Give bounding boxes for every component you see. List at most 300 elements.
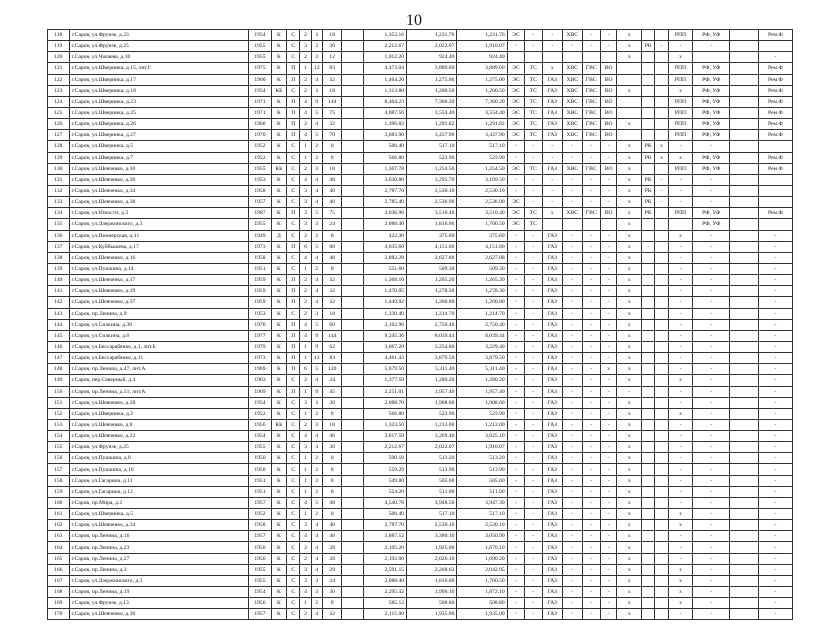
table-cell: - xyxy=(582,609,600,620)
table-cell: 2,042.95 xyxy=(457,564,507,575)
table-cell: - xyxy=(582,531,600,542)
table-cell xyxy=(542,52,563,63)
row-number-cell: 128 xyxy=(48,141,70,152)
table-cell: х xyxy=(542,63,563,74)
table-cell: 1969 xyxy=(249,364,272,375)
table-cell: 1,214.70 xyxy=(407,308,457,319)
row-number-cell: 130 xyxy=(48,163,70,174)
table-cell xyxy=(342,241,364,252)
table-cell: - xyxy=(601,330,617,341)
table-cell: 1,910.07 xyxy=(457,41,507,52)
table-cell: П xyxy=(287,319,300,330)
table-cell: 1957 xyxy=(249,531,272,542)
table-cell: ГВС xyxy=(582,85,600,96)
table-cell: 1955 xyxy=(249,575,272,586)
table-cell: - xyxy=(525,575,542,586)
table-cell: 549.80 xyxy=(364,475,407,486)
table-cell: 508.80 xyxy=(457,598,507,609)
table-cell: Рем.Ф xyxy=(758,130,792,141)
table-cell: 3 xyxy=(300,41,311,52)
table-cell xyxy=(655,85,668,96)
table-cell: ГАЗ xyxy=(542,252,563,263)
table-cell: 1,213.00 xyxy=(407,419,457,430)
table-cell xyxy=(730,275,759,286)
table-cell: П xyxy=(287,386,300,397)
table-cell: 8 xyxy=(322,509,341,520)
table-cell: 4 xyxy=(300,96,311,107)
table-cell: - xyxy=(525,486,542,497)
table-cell xyxy=(655,286,668,297)
table-cell: - xyxy=(525,587,542,598)
table-cell: РФ, УФ xyxy=(693,63,730,74)
table-cell xyxy=(730,397,759,408)
table-cell xyxy=(655,252,668,263)
table-cell: К xyxy=(271,598,286,609)
table-cell: 5 xyxy=(311,130,322,141)
table-cell: 75 xyxy=(322,208,341,219)
table-cell: К xyxy=(271,241,286,252)
table-cell xyxy=(642,464,655,475)
table-cell: С xyxy=(287,464,300,475)
table-cell: 511.00 xyxy=(457,486,507,497)
table-cell: 2 xyxy=(300,553,311,564)
table-cell: 83 xyxy=(322,353,341,364)
table-cell xyxy=(642,442,655,453)
row-number-cell: 161 xyxy=(48,509,70,520)
table-cell: - xyxy=(601,553,617,564)
table-cell xyxy=(730,520,759,531)
table-cell: - xyxy=(758,486,792,497)
table-cell xyxy=(730,386,759,397)
table-cell: - xyxy=(507,419,524,430)
address-cell: г.Саров, пр.Ленина, д.19 xyxy=(69,587,249,598)
table-cell: 4 xyxy=(311,553,322,564)
table-cell: ГАЗ xyxy=(542,353,563,364)
table-row xyxy=(48,263,793,274)
table-cell: К xyxy=(271,263,286,274)
table-cell: - xyxy=(563,542,582,553)
table-cell: - xyxy=(525,475,542,486)
table-cell: 1 xyxy=(300,475,311,486)
table-cell xyxy=(342,598,364,609)
table-cell: 3,667.20 xyxy=(364,341,407,352)
row-number-cell: 150 xyxy=(48,386,70,397)
table-cell: РПП xyxy=(668,30,693,41)
table-cell: 2,750.40 xyxy=(457,319,507,330)
table-cell: - xyxy=(582,230,600,241)
table-cell: ВО xyxy=(601,208,617,219)
table-cell: - xyxy=(582,30,600,41)
table-cell: - xyxy=(507,486,524,497)
table-cell xyxy=(668,219,693,230)
table-cell: Рем.Ф xyxy=(758,30,792,41)
table-cell: 1954 xyxy=(249,30,272,41)
table-cell: - xyxy=(582,587,600,598)
table-cell: 2,530.10 xyxy=(407,520,457,531)
table-cell: 3,380.10 xyxy=(407,531,457,542)
table-cell: 3 xyxy=(311,575,322,586)
table-cell: - xyxy=(507,141,524,152)
table-cell: 1,700.50 xyxy=(457,575,507,586)
table-cell xyxy=(730,30,759,41)
table-cell: К xyxy=(271,141,286,152)
table-cell: - xyxy=(525,141,542,152)
table-cell: - xyxy=(507,286,524,297)
table-cell xyxy=(730,341,759,352)
table-cell: - xyxy=(582,475,600,486)
table-cell: К xyxy=(271,74,286,85)
table-cell: - xyxy=(563,531,582,542)
address-cell: г.Саров, ул.Шевченко, д.22 xyxy=(69,431,249,442)
table-cell: РПП xyxy=(668,130,693,141)
table-cell: - xyxy=(668,397,693,408)
table-cell xyxy=(642,341,655,352)
table-cell: 8,039.44 xyxy=(457,330,507,341)
table-cell: ХВС xyxy=(563,74,582,85)
table-cell: х xyxy=(542,208,563,219)
table-cell: 2,591.15 xyxy=(364,564,407,575)
table-cell: 1,377.50 xyxy=(364,375,407,386)
table-cell: - xyxy=(693,598,730,609)
table-row xyxy=(48,85,793,96)
table-cell xyxy=(730,453,759,464)
table-cell xyxy=(655,107,668,118)
table-cell: х xyxy=(617,308,642,319)
table-cell xyxy=(655,364,668,375)
table-row xyxy=(48,74,793,85)
table-cell: - xyxy=(582,286,600,297)
table-cell: 590.18 xyxy=(364,453,407,464)
table-cell: С xyxy=(287,141,300,152)
table-cell xyxy=(758,197,792,208)
table-cell: х xyxy=(617,353,642,364)
table-cell: 4,635.60 xyxy=(364,241,407,252)
table-cell: - xyxy=(758,319,792,330)
table-cell: К xyxy=(271,107,286,118)
table-cell xyxy=(730,497,759,508)
table-cell: С xyxy=(287,442,300,453)
table-cell: х xyxy=(617,219,642,230)
table-cell xyxy=(342,185,364,196)
table-cell: ХВС xyxy=(563,85,582,96)
table-cell: 5 xyxy=(311,107,322,118)
table-cell xyxy=(342,431,364,442)
table-cell: КБ xyxy=(271,419,286,430)
table-cell: - xyxy=(582,308,600,319)
table-row xyxy=(48,330,793,341)
table-cell xyxy=(642,52,655,63)
table-cell: - xyxy=(525,286,542,297)
table-cell: 4 xyxy=(300,252,311,263)
table-cell: - xyxy=(758,330,792,341)
table-cell xyxy=(342,197,364,208)
table-cell: С xyxy=(287,52,300,63)
table-cell: 1963 xyxy=(249,375,272,386)
table-cell: - xyxy=(758,497,792,508)
table-cell: - xyxy=(758,419,792,430)
table-cell: ГВС xyxy=(582,107,600,118)
row-number-cell: 139 xyxy=(48,263,70,274)
table-cell: 46 xyxy=(322,531,341,542)
table-cell: - xyxy=(601,241,617,252)
table-cell: - xyxy=(563,464,582,475)
table-cell: К xyxy=(271,275,286,286)
address-cell: г.Саров, ул.Шевченко, д.34 xyxy=(69,185,249,196)
table-cell: - xyxy=(507,185,524,196)
table-cell xyxy=(730,531,759,542)
table-cell: ЭС xyxy=(507,74,524,85)
table-row xyxy=(48,431,793,442)
table-cell: 3,169.50 xyxy=(457,174,507,185)
table-cell: 2,785.40 xyxy=(364,197,407,208)
table-cell xyxy=(342,286,364,297)
address-cell: г.Саров, ул.Бессарабенко, д.11 xyxy=(69,353,249,364)
table-cell xyxy=(642,486,655,497)
table-cell: - xyxy=(693,575,730,586)
table-cell: - xyxy=(507,553,524,564)
table-cell xyxy=(655,486,668,497)
table-cell: х xyxy=(617,230,642,241)
table-cell: - xyxy=(617,386,642,397)
table-cell: П xyxy=(287,96,300,107)
table-cell: 1,012.20 xyxy=(364,52,407,63)
table-cell: К xyxy=(271,542,286,553)
table-cell: К xyxy=(271,475,286,486)
table-cell: К xyxy=(271,197,286,208)
table-cell: - xyxy=(758,542,792,553)
table-cell: 1,957.40 xyxy=(407,386,457,397)
table-cell: 83 xyxy=(322,63,341,74)
table-cell: - xyxy=(582,509,600,520)
table-cell: х xyxy=(617,208,642,219)
row-number-cell: 120 xyxy=(48,52,70,63)
table-cell: 2 xyxy=(300,419,311,430)
table-cell: - xyxy=(601,286,617,297)
table-cell: 1,265.20 xyxy=(407,275,457,286)
table-cell: х xyxy=(617,152,642,163)
table-cell: 5,679.50 xyxy=(364,364,407,375)
table-cell: К xyxy=(271,431,286,442)
table-row xyxy=(48,275,793,286)
table-cell: 12 xyxy=(311,63,322,74)
table-cell: С xyxy=(287,197,300,208)
table-cell: - xyxy=(542,141,563,152)
table-cell: 4,473.04 xyxy=(364,63,407,74)
table-cell xyxy=(617,107,642,118)
table-cell xyxy=(617,63,642,74)
table-cell: ЭС xyxy=(507,197,524,208)
table-cell: - xyxy=(582,453,600,464)
table-cell: - xyxy=(758,297,792,308)
table-cell: 40 xyxy=(322,520,341,531)
table-cell: - xyxy=(601,353,617,364)
table-cell: 1,278.30 xyxy=(407,286,457,297)
table-cell xyxy=(655,442,668,453)
table-row xyxy=(48,30,793,41)
table-cell: - xyxy=(582,486,600,497)
row-number-cell: 160 xyxy=(48,497,70,508)
table-row xyxy=(48,119,793,130)
table-cell: - xyxy=(693,509,730,520)
table-cell: 24 xyxy=(322,375,341,386)
table-cell: - xyxy=(693,520,730,531)
table-cell: - xyxy=(693,319,730,330)
table-cell: ЭС xyxy=(507,30,524,41)
table-cell: - xyxy=(563,419,582,430)
table-cell: - xyxy=(693,419,730,430)
table-cell: 24 xyxy=(322,575,341,586)
table-cell: 1 xyxy=(300,353,311,364)
table-cell xyxy=(642,85,655,96)
table-cell: - xyxy=(601,587,617,598)
table-cell: х xyxy=(668,408,693,419)
table-cell xyxy=(655,219,668,230)
table-cell: - xyxy=(693,486,730,497)
table-cell: К xyxy=(271,208,286,219)
table-cell xyxy=(342,130,364,141)
table-cell: - xyxy=(542,185,563,196)
table-cell: 2,882.28 xyxy=(364,252,407,263)
table-cell: ЭС xyxy=(507,208,524,219)
table-cell: 2 xyxy=(300,275,311,286)
table-cell: К xyxy=(271,252,286,263)
table-cell: 1956 xyxy=(249,553,272,564)
table-cell: - xyxy=(507,520,524,531)
table-cell: - xyxy=(507,152,524,163)
table-cell: - xyxy=(563,598,582,609)
table-cell: - xyxy=(582,431,600,442)
table-cell: К xyxy=(271,386,286,397)
row-number-cell: 167 xyxy=(48,575,70,586)
table-cell: С xyxy=(287,531,300,542)
table-cell: - xyxy=(655,41,668,52)
table-cell: - xyxy=(507,575,524,586)
row-number-cell: 121 xyxy=(48,63,70,74)
table-cell: К xyxy=(271,30,286,41)
table-cell: С xyxy=(287,520,300,531)
table-cell: - xyxy=(525,263,542,274)
table-cell: 3,948.50 xyxy=(407,497,457,508)
table-cell: х xyxy=(668,375,693,386)
table-cell: - xyxy=(601,509,617,520)
table-cell: 1,690.20 xyxy=(457,553,507,564)
table-cell xyxy=(730,553,759,564)
table-cell: 1,213.00 xyxy=(457,419,507,430)
table-cell: РК xyxy=(642,197,655,208)
table-cell: - xyxy=(693,174,730,185)
address-cell: г.Саров, ул.Пушкина, д.10 xyxy=(69,464,249,475)
table-cell: 1955 xyxy=(249,442,272,453)
table-cell: 2 xyxy=(300,52,311,63)
table-cell xyxy=(342,63,364,74)
table-cell: х xyxy=(617,587,642,598)
table-cell: - xyxy=(525,419,542,430)
table-cell: 4 xyxy=(311,431,322,442)
table-cell: 1,280.20 xyxy=(407,375,457,386)
table-cell: - xyxy=(563,263,582,274)
table-cell: 1957 xyxy=(249,497,272,508)
table-cell: 4,036.96 xyxy=(364,208,407,219)
table-cell: - xyxy=(758,408,792,419)
table-cell xyxy=(642,330,655,341)
table-cell: - xyxy=(668,286,693,297)
table-cell: - xyxy=(758,308,792,319)
table-row xyxy=(48,163,793,174)
table-cell xyxy=(342,174,364,185)
table-cell: 1958 xyxy=(249,520,272,531)
table-cell: - xyxy=(507,308,524,319)
table-cell: К xyxy=(271,397,286,408)
table-cell: ГВС xyxy=(582,63,600,74)
table-cell: - xyxy=(668,442,693,453)
table-cell: - xyxy=(582,241,600,252)
address-cell: г.Саров, ул.Шевченко, д.34 xyxy=(69,520,249,531)
table-cell xyxy=(655,263,668,274)
table-cell: - xyxy=(507,364,524,375)
table-cell: 5,311.40 xyxy=(407,364,457,375)
table-cell: - xyxy=(693,587,730,598)
table-cell xyxy=(655,119,668,130)
table-cell xyxy=(730,252,759,263)
table-cell: 3 xyxy=(300,442,311,453)
table-cell xyxy=(730,241,759,252)
table-cell xyxy=(342,497,364,508)
table-cell: 2,536.90 xyxy=(407,197,457,208)
table-cell: - xyxy=(601,453,617,464)
table-cell: 144 xyxy=(322,96,341,107)
table-cell: 1,313.80 xyxy=(364,85,407,96)
table-cell: 523.90 xyxy=(457,152,507,163)
table-cell: - xyxy=(758,442,792,453)
table-cell xyxy=(730,330,759,341)
table-cell: РК xyxy=(642,152,655,163)
table-cell: ТС xyxy=(525,208,542,219)
row-number-cell: 122 xyxy=(48,74,70,85)
table-cell xyxy=(730,52,759,63)
table-cell: - xyxy=(563,497,582,508)
table-cell: - xyxy=(693,275,730,286)
table-cell xyxy=(642,163,655,174)
table-cell: - xyxy=(668,275,693,286)
table-cell xyxy=(730,107,759,118)
table-cell: 1,323.50 xyxy=(364,419,407,430)
table-row xyxy=(48,575,793,586)
table-cell: РПП xyxy=(668,119,693,130)
table-cell: 2,787.70 xyxy=(364,185,407,196)
table-cell: - xyxy=(601,174,617,185)
table-cell xyxy=(655,497,668,508)
table-cell: РПП xyxy=(668,96,693,107)
table-cell: 8 xyxy=(322,152,341,163)
table-cell: РФ, УФ xyxy=(693,30,730,41)
row-number-cell: 123 xyxy=(48,85,70,96)
table-cell: ГАЗ xyxy=(542,408,563,419)
table-cell: ГВС xyxy=(582,119,600,130)
table-cell: 1 xyxy=(300,341,311,352)
table-cell: - xyxy=(507,531,524,542)
table-cell xyxy=(655,542,668,553)
table-cell: - xyxy=(507,319,524,330)
table-cell: ЭС xyxy=(507,130,524,141)
address-cell: г.Саров, ул.Шевченко, д.19 xyxy=(69,286,249,297)
table-cell: 5 xyxy=(311,319,322,330)
table-cell xyxy=(642,319,655,330)
table-cell: 8 xyxy=(322,486,341,497)
row-number-cell: 129 xyxy=(48,152,70,163)
table-cell: - xyxy=(563,341,582,352)
table-cell: 12 xyxy=(311,353,322,364)
table-cell: 8 xyxy=(322,475,341,486)
